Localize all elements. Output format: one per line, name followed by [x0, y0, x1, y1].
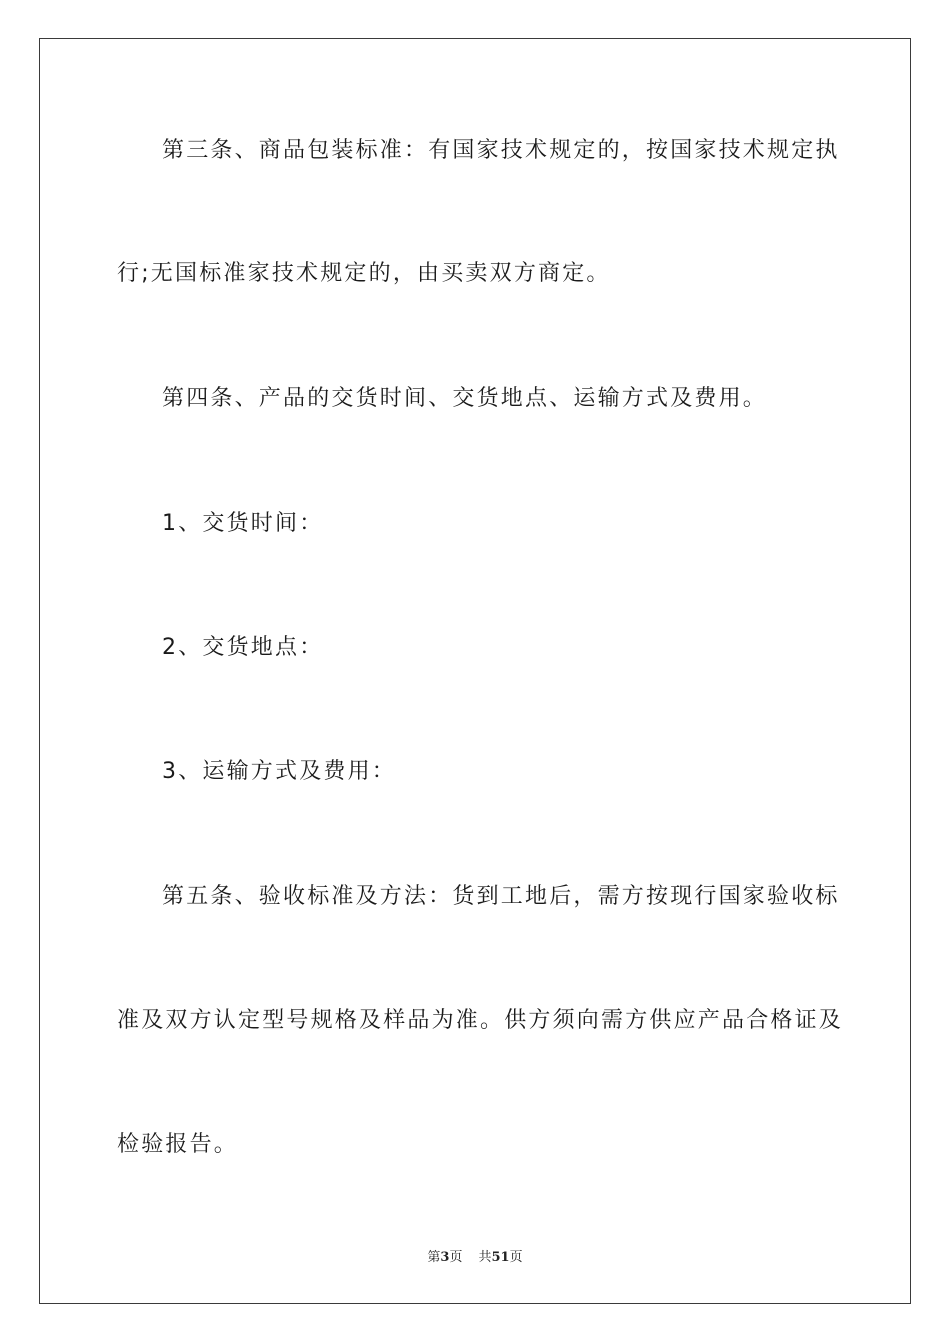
delivery-location-item: 2、交货地点：: [162, 635, 324, 660]
article-3-line-1: 第三条、商品包装标准：有国家技术规定的，按国家技术规定执: [162, 138, 840, 163]
page-prefix: 第: [427, 1250, 441, 1265]
page-border: [39, 38, 911, 1304]
article-5-line-1: 第五条、验收标准及方法：货到工地后，需方按现行国家验收标: [162, 884, 840, 909]
transport-cost-item: 3、运输方式及费用：: [162, 759, 396, 784]
article-5-line-3: 检验报告。: [117, 1132, 239, 1157]
delivery-time-item: 1、交货时间：: [162, 511, 324, 536]
article-4-heading: 第四条、产品的交货时间、交货地点、运输方式及费用。: [162, 386, 768, 411]
page-suffix: 页: [449, 1250, 463, 1265]
total-pages: 51: [491, 1250, 510, 1265]
page-number: 3: [440, 1250, 450, 1265]
article-5-line-2: 准及双方认定型号规格及样品为准。供方须向需方供应产品合格证及: [117, 1008, 844, 1033]
article-3-line-2: 行;无国标准家技术规定的，由买卖双方商定。: [117, 261, 611, 286]
total-suffix: 页: [509, 1250, 523, 1265]
page-footer: [0, 1246, 950, 1265]
total-prefix: 共: [478, 1250, 492, 1265]
